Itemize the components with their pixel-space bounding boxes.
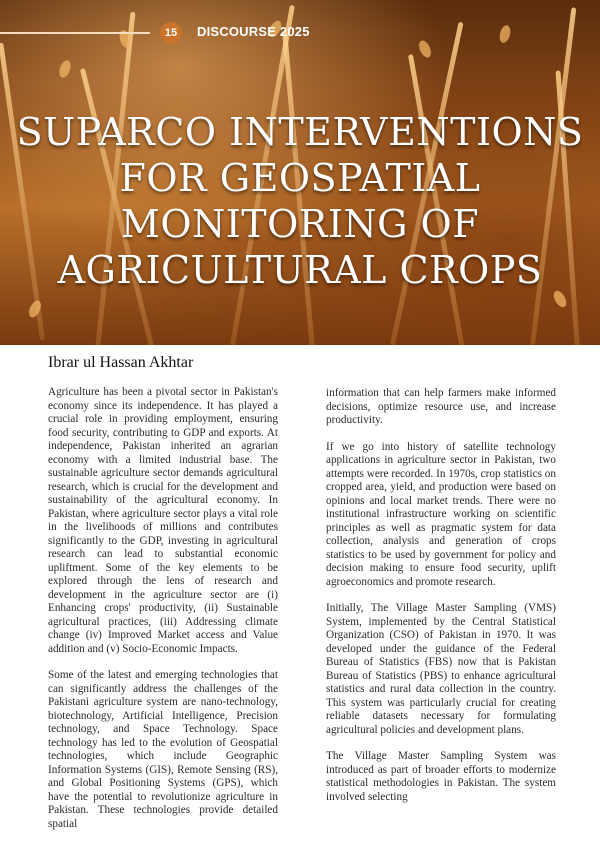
page-header xyxy=(0,22,600,44)
author-name: Ibrar ul Hassan Akhtar xyxy=(48,354,194,371)
title-line: FOR GEOSPATIAL xyxy=(119,156,481,201)
article-title xyxy=(0,109,600,293)
hero-wheat-image xyxy=(0,0,600,345)
paragraph: The Village Master Sampling System was introduced as part of broader efforts to modernize statistical methodologies in Pakistan. The system involved selecting xyxy=(326,750,556,803)
wheat-grain xyxy=(57,59,73,79)
paragraph: If we go into history of satellite technology applications in agriculture sector in Pakistan, two attempts were recorded. In 1970s, crop statistics on cropped area, yield, and production were based on opinions and local market trends. There were no institutional infrastructure working on scientific principles as well as pragmatic system for data collection, analysis and generation of crops statistics to be used by government for policy and decision making to ensure food security, uplift agroeconomics and promote research. xyxy=(326,440,556,588)
left-column xyxy=(48,386,278,844)
magazine-name: DISCOURSE 2025 xyxy=(197,24,310,39)
paragraph: information that can help farmers make informed decisions, optimize resource use, and increase productivity. xyxy=(326,387,556,426)
paragraph: Some of the latest and emerging technologies that can significantly address the challenges of the Pakistani agriculture system are nano-technology, biotechnology, Artificial Intelligence, Precision technology, and Space Technology. Space technology has led to the evolution of Geospatial technologies, which include Geographic Information Systems (GIS), Remote Sensing (RS), and Global Positioning Systems (GPS), which have the potential to revolutionize agriculture in Pakistan. These technologies provide detailed spatial xyxy=(48,669,278,830)
title-line: SUPARCO INTERVENTIONS xyxy=(16,110,584,155)
title-line: AGRICULTURAL CROPS xyxy=(57,248,543,293)
right-column xyxy=(326,387,556,817)
title-line: MONITORING OF xyxy=(120,202,480,247)
page-number-badge: 15 xyxy=(160,22,182,44)
header-rule xyxy=(0,32,150,34)
paragraph: Initially, The Village Master Sampling (VMS) System, implemented by the Central Statistical Organization (CSO) of Pakistan in 1970. It was developed under the guidance of the Federal Bureau of Statistics (FBS) now that is Pakistan Bureau of Statistics (PBS) to enhance agricultural statistics and rural data collection in the country. This system was particularly crucial for creating reliable datasets necessary for formulating agricultural policies and development plans. xyxy=(326,602,556,736)
paragraph: Agriculture has been a pivotal sector in Pakistan's economy since its independence. It has played a crucial role in providing employment, ensuring food security, contributing to GDP and exports. At independence, Pakistan inherited an agrarian economy with a limited industrial base. The sustainable agriculture sector demands agricultural research, which is crucial for the development and sustainability of the agricultural economy. In Pakistan, where agriculture sector plays a vital role in the livelihoods of millions and contributes significantly to the GDP, investing in agricultural research can lead to substantial economic upliftment. Some of the key elements to be explored through the lens of research and development in the agriculture sector are (i) Enhancing crops' productivity, (ii) Sustainable agricultural practices, (iii) Addressing climate change (iv) Improved Market access and Value addition and (v) Socio-Economic Impacts. xyxy=(48,386,278,655)
